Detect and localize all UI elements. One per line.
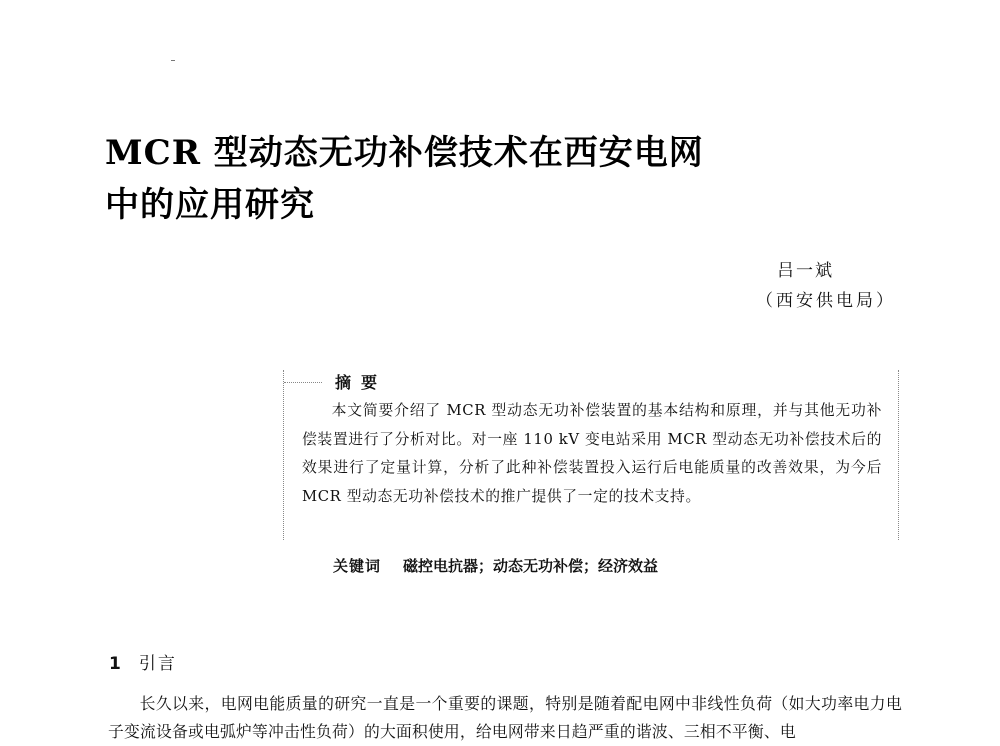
- body-paragraph: 长久以来，电网电能质量的研究一直是一个重要的课题，特别是随着配电网中非线性负荷（如大功率电力电子变流设备或电弧炉等冲击性负荷）的大面积使用，给电网带来日趋严重的谐波、三相不平衡、电: [108, 694, 902, 741]
- abstract-box: [283, 370, 899, 540]
- keywords-label: 关键词: [333, 557, 382, 575]
- author-name: 吕一斌: [777, 261, 834, 281]
- keywords-text: 磁控电抗器；动态无功补偿；经济效益: [403, 557, 659, 575]
- section-title: 引言: [138, 654, 177, 674]
- section-number: 1: [109, 654, 121, 674]
- keywords-line: [333, 555, 658, 577]
- title-line-1: MCR 型动态无功补偿技术在西安电网: [105, 133, 704, 173]
- abstract-heading: 摘要: [335, 373, 388, 392]
- section-heading: [109, 652, 177, 676]
- title-line-2: 中的应用研究: [105, 185, 315, 225]
- paper-title: [105, 127, 825, 231]
- author-block: [756, 256, 896, 316]
- author-affiliation: （西安供电局）: [756, 291, 896, 311]
- page-corner-mark: [171, 60, 175, 61]
- abstract-text: 本文简要介绍了 MCR 型动态无功补偿装置的基本结构和原理，并与其他无功补偿装置进行了分析对比。对一座 110 kV 变电站采用 MCR 型动态无功补偿技术后的效果进行了定量计算，分析了此种补偿装置投入运行后电能质量的改善效果，为今后 MCR 型动态无功补偿技术的推广提供了一定的技术支持。: [302, 402, 882, 505]
